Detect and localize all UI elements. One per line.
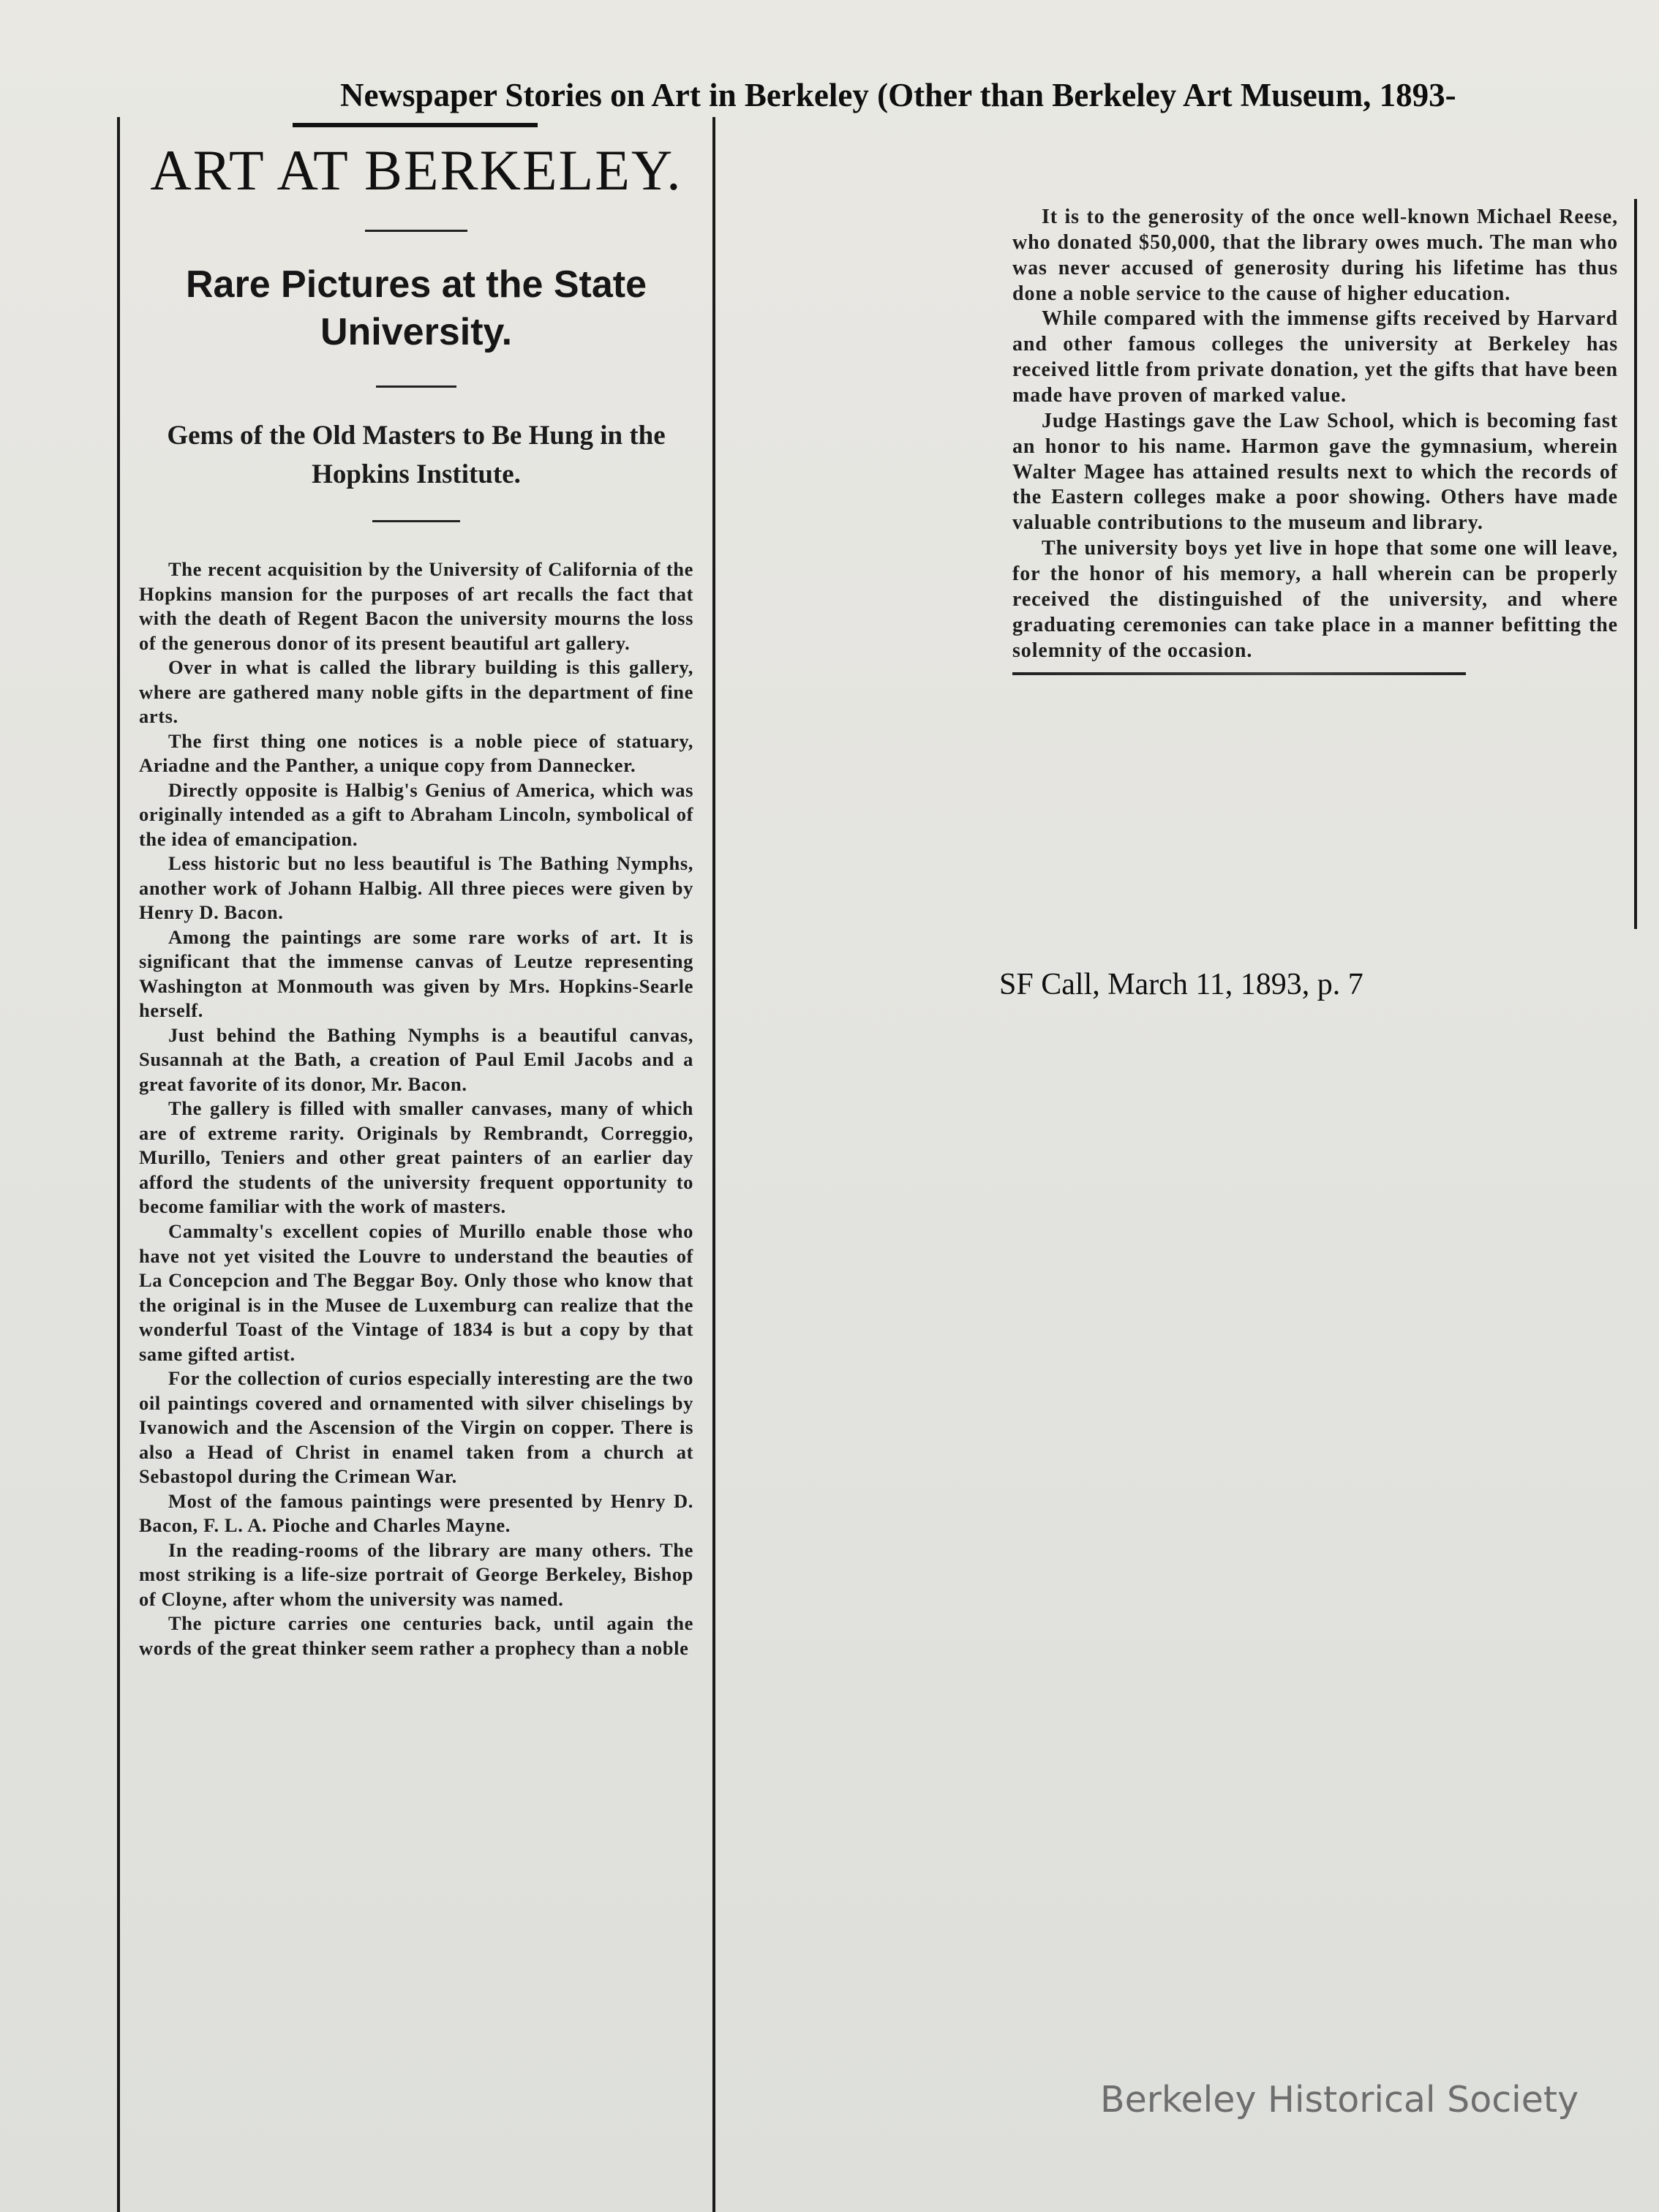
- article-body-left: [139, 557, 693, 1660]
- column-end-rule: [1012, 672, 1466, 675]
- paragraph: The first thing one notices is a noble piece of statuary, Ariadne and the Panther, a unique copy from Dannecker.: [139, 729, 693, 777]
- clipping-right-column: [1009, 199, 1637, 929]
- watermark: Berkeley Historical Society: [1100, 2079, 1579, 2121]
- paragraph: In the reading-rooms of the library are many others. The most striking is a life-size portrait of George Berkeley, Bishop of Cloyne, after whom the university was named.: [139, 1538, 693, 1610]
- paragraph: The picture carries one centuries back, until again the words of the great thinker seem rather a prophecy than a noble: [139, 1612, 693, 1659]
- paragraph: Among the paintings are some rare works of art. It is significant that the immense canvas of Leutze representing Washington at Monmouth was given by Mrs. Hopkins-Searle herself.: [139, 925, 693, 1022]
- divider: [365, 230, 467, 232]
- clipping-left-column: [117, 117, 715, 2212]
- paragraph: The recent acquisition by the University of California of the Hopkins mansion for the purposes of art recalls the fact that with the death of Regent Bacon the university mourns the loss of the generous donor of its present beautiful art gallery.: [139, 558, 693, 654]
- article-subhead: Gems of the Old Masters to Be Hung in the Hopkins Institute.: [167, 421, 666, 489]
- paragraph: While compared with the immense gifts received by Harvard and other famous colleges the university at Berkeley has received little from private donation, yet the gifts that have been made have proven of marked value.: [1012, 307, 1618, 407]
- paragraph: The gallery is filled with smaller canvases, many of which are of extreme rarity. Originals by Rembrandt, Correggio, Murillo, Teniers and other great painters of an earlier day afford the students of the university frequent opportunity to become familiar with the work of masters.: [139, 1097, 693, 1218]
- article-body-right: [1012, 205, 1618, 663]
- document-title: Newspaper Stories on Art in Berkeley (Other than Berkeley Art Museum, 1893-: [340, 77, 1456, 113]
- paragraph: Directly opposite is Halbig's Genius of America, which was originally intended as a gift to Abraham Lincoln, symbolical of the idea of emancipation.: [139, 778, 693, 850]
- paragraph: Less historic but no less beautiful is The Bathing Nymphs, another work of Johann Halbig. All three pieces were given by Henry D. Bacon.: [139, 852, 693, 924]
- divider: [372, 520, 460, 522]
- paragraph: For the collection of curios especially interesting are the two oil paintings covered and ornamented with silver chiselings by Ivanowich and the Ascension of the Virgin on copper. There is also a Head of Christ in enamel taken from a church at Sebastopol during the Crimean War.: [139, 1367, 693, 1488]
- divider: [376, 385, 456, 388]
- paragraph: Just behind the Bathing Nymphs is a beautiful canvas, Susannah at the Bath, a creation of Paul Emil Jacobs and a great favorite of its donor, Mr. Bacon.: [139, 1023, 693, 1095]
- article-masthead: ART AT BERKELEY.: [150, 138, 682, 202]
- paragraph: It is to the generosity of the once well-known Michael Reese, who donated $50,000, that the library owes much. The man who was never accused of generosity during his lifetime has thus done a noble service to the cause of higher education.: [1012, 206, 1618, 305]
- paragraph: Most of the famous paintings were presented by Henry D. Bacon, F. L. A. Pioche and Charles Mayne.: [139, 1489, 693, 1537]
- paragraph: Over in what is called the library building is this gallery, where are gathered many noble gifts in the department of fine arts.: [139, 656, 693, 728]
- source-citation: SF Call, March 11, 1893, p. 7: [999, 968, 1363, 1001]
- paragraph: The university boys yet live in hope that some one will leave, for the honor of his memory, a hall wherein can be properly received the distinguished of the university, and where graduating ceremonies can take place in a manner befitting the solemnity of the occasion.: [1012, 537, 1618, 662]
- paragraph: Cammalty's excellent copies of Murillo enable those who have not yet visited the Louvre to understand the beauties of La Concepcion and The Beggar Boy. Only those who know that the original is in the Musee de Luxemburg can realize that the wonderful Toast of the Vintage of 1834 is but a copy by that same gifted artist.: [139, 1219, 693, 1365]
- article-headline: Rare Pictures at the State University.: [185, 263, 647, 353]
- paragraph: Judge Hastings gave the Law School, which is becoming fast an honor to his name. Harmon gave the gymnasium, wherein Walter Magee has attained results next to which the records of the Eastern colleges make a poor showing. Others have made valuable contributions to the museum and library.: [1012, 409, 1618, 535]
